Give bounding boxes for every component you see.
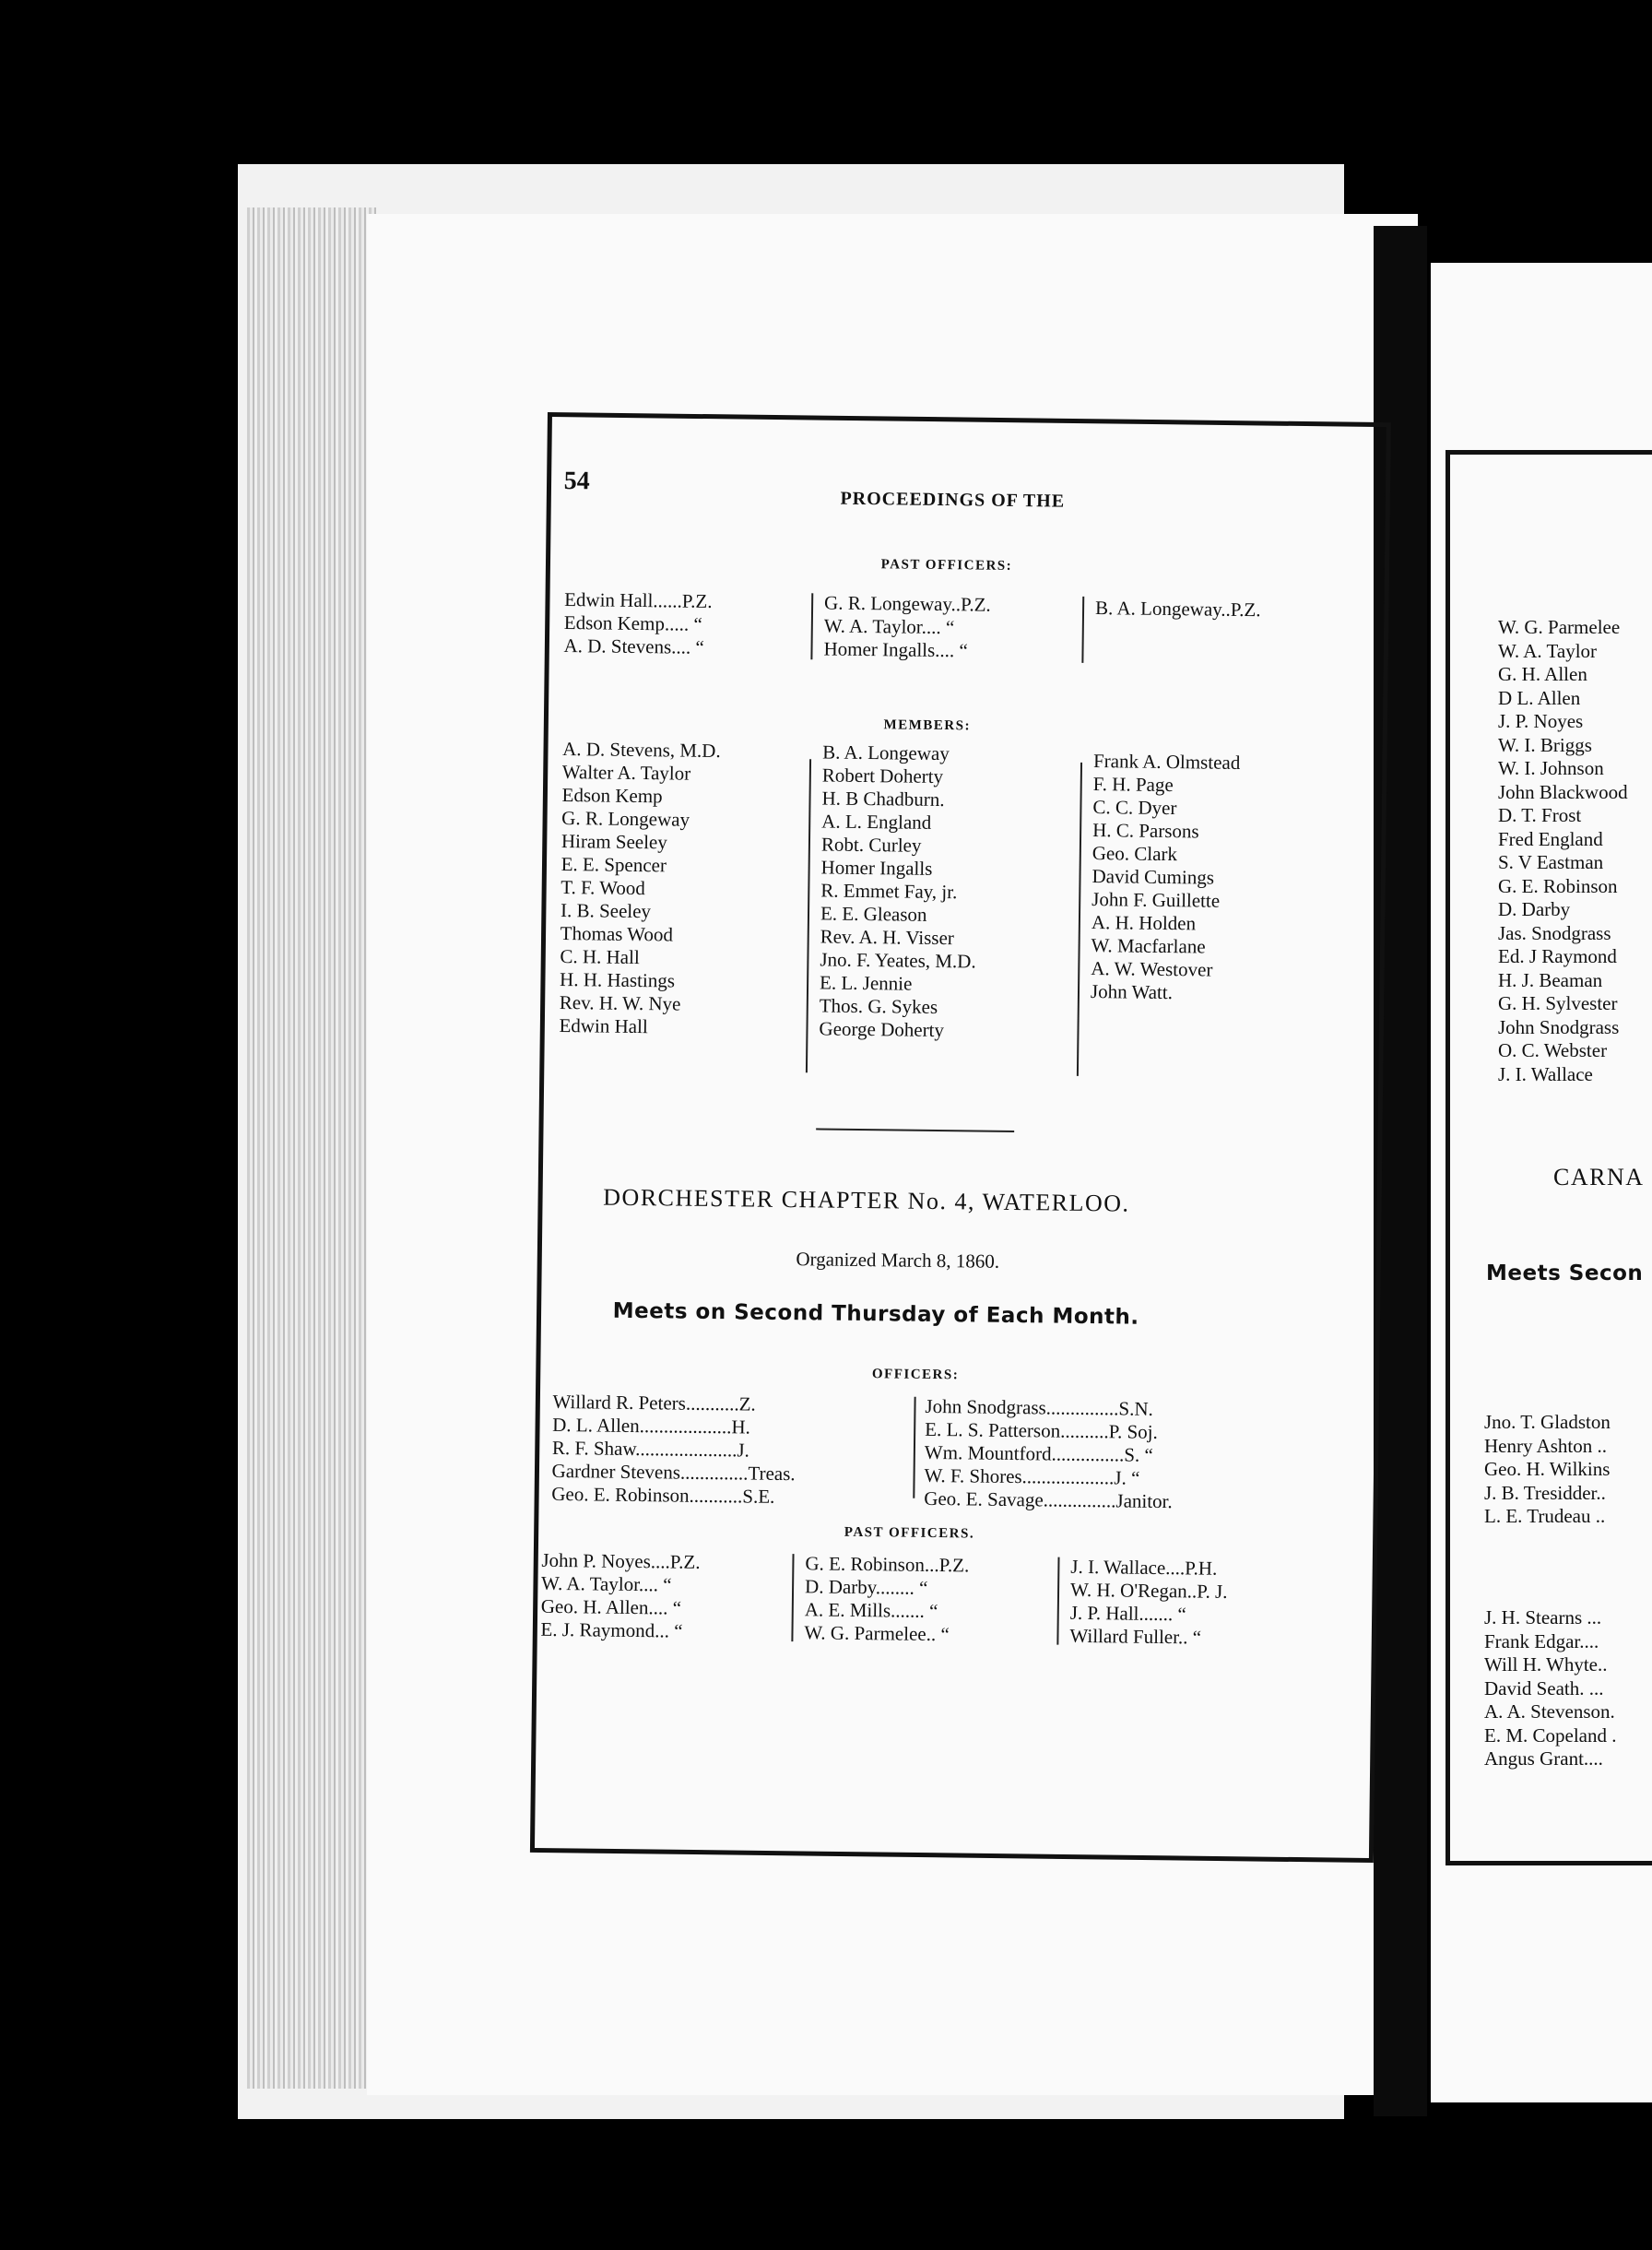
next-page-entry: Fred England [1498,827,1603,850]
member: I. B. Seeley [560,898,652,923]
officer: Gardner Stevens..............Treas. [551,1459,796,1486]
member: H. C. Parsons [1092,819,1199,843]
member: Robt. Curley [820,833,922,857]
page-content [540,461,1302,1853]
member: David Cumings [1092,865,1215,889]
member: Homer Ingalls [820,856,933,880]
next-page-entry: Geo. H. Wilkins [1484,1458,1611,1480]
past-officers-col3 [1095,597,1261,622]
page-edges [247,207,376,2089]
member: Frank A. Olmstead [1092,750,1241,774]
past-officer: Willard Fuller.. “ [1069,1624,1202,1649]
member: E. L. Jennie [819,971,913,995]
officer: Willard R. Peters...........Z. [552,1390,756,1415]
next-page-entry: A. A. Stevenson. [1484,1700,1615,1723]
member: John Watt. [1090,980,1174,1004]
officer: Geo. E. Robinson...........S.E. [551,1482,775,1508]
member: Jno. F. Yeates, M.D. [820,948,976,973]
column-divider [1081,597,1084,663]
next-page-entry: David Seath. ... [1484,1676,1604,1699]
next-page-entry: J. H. Stearns ... [1484,1606,1602,1628]
next-page-entry: John Blackwood [1498,780,1628,803]
member: A. W. Westover [1091,957,1213,981]
next-page-entry: Ed. J Raymond [1498,945,1617,967]
past-officer: John P. Noyes....P.Z. [541,1548,701,1573]
past-officers2-col3 [1069,1556,1228,1650]
past-officer: G. E. Robinson...P.Z. [805,1552,970,1577]
next-page-heading: CARNA [1553,1164,1645,1190]
member: B. A. Longeway [822,740,950,765]
next-page-entry: D. Darby [1498,898,1571,920]
member: Edson Kemp [561,783,663,808]
past-officer: B. A. Longeway..P.Z. [1094,597,1261,622]
chapter-title: DORCHESTER CHAPTER No. 4, WATERLOO. [603,1183,1130,1217]
next-page-entry: Henry Ashton .. [1484,1434,1607,1457]
column-divider [806,759,811,1072]
page-number: 54 [563,466,590,496]
next-page-entry: J. B. Tresidder.. [1484,1481,1606,1504]
running-head: PROCEEDINGS OF THE [840,488,1066,512]
officer: W. F. Shores...................J. “ [924,1463,1140,1489]
past-officer: W. G. Parmelee.. “ [804,1621,950,1646]
next-page-entry: D. T. Frost [1498,804,1582,826]
member: H. B Chadburn. [821,787,945,811]
members-col2 [819,740,978,1042]
member: E. E. Spencer [560,852,667,877]
past-officer: W. A. Taylor.... “ [540,1571,672,1596]
next-page-entry: E. M. Copeland . [1484,1723,1617,1747]
member: Walter A. Taylor [561,761,691,785]
member: Thomas Wood [560,921,674,946]
past-officer: A. D. Stevens.... “ [563,634,704,658]
next-page-entry: Frank Edgar.... [1484,1629,1599,1652]
past-officer: D. Darby........ “ [804,1575,928,1599]
next-page-entry: W. I. Briggs [1498,733,1592,756]
column-divider [1056,1557,1059,1645]
officer: R. F. Shaw.....................J. [551,1436,750,1462]
member: A. H. Holden [1091,911,1197,935]
member: A. L. England [821,810,932,834]
member: A. D. Stevens, M.D. [562,738,721,763]
past-officer: W. H. O'Regan..P. J. [1069,1578,1228,1603]
next-page-entry: J. I. Wallace [1498,1062,1593,1085]
member: George Doherty [819,1017,945,1042]
next-page-entry: Will H. Whyte.. [1484,1653,1608,1676]
past-officer: G. R. Longeway..P.Z. [823,591,991,616]
member: Thos. G. Sykes [819,994,938,1018]
column-divider [1077,763,1082,1076]
member: Rev. A. H. Visser [820,925,955,950]
next-page-entry: W. A. Taylor [1498,639,1598,662]
past-officer: A. E. Mills....... “ [804,1598,938,1623]
officer: D. L. Allen...................H. [552,1413,751,1439]
past-officer: Geo. H. Allen.... “ [540,1594,682,1619]
member: Rev. H. W. Nye [559,990,681,1015]
next-page-entry: H. J. Beaman [1498,968,1603,991]
next-page-entry: L. E. Trudeau .. [1484,1505,1606,1527]
member: G. R. Longeway [561,806,690,831]
officers-col1 [551,1391,796,1509]
member: C. C. Dyer [1092,796,1177,820]
past-officer: Edwin Hall......P.Z. [564,588,713,612]
members-heading: MEMBERS: [883,717,972,734]
organized-date: Organized March 8, 1860. [796,1248,1000,1273]
next-page-entry: John Snodgrass [1498,1015,1620,1038]
next-page-entry: G. E. Robinson [1498,874,1618,897]
column-divider [810,593,813,659]
next-page-entry: J. P. Noyes [1498,710,1584,732]
column-divider [791,1554,794,1641]
past-officers-col2 [823,591,991,662]
next-page-members [1484,1606,1616,1771]
next-page-list [1498,616,1628,1086]
section-divider [816,1128,1014,1132]
meeting-schedule: Meets on Second Thursday of Each Month. [612,1298,1139,1330]
member: R. Emmet Fay, jr. [820,879,958,904]
officer: John Snodgrass...............S.N. [925,1394,1153,1420]
past-officer: E. J. Raymond... “ [540,1617,683,1642]
member: Hiram Seeley [560,829,667,854]
next-page-officers [1484,1411,1611,1529]
member: Robert Doherty [821,764,944,788]
member: F. H. Page [1092,773,1174,797]
next-page-entry: Angus Grant.... [1484,1747,1603,1770]
officer: Geo. E. Savage...............Janitor. [924,1486,1173,1513]
next-page-entry: Jas. Snodgrass [1498,921,1611,944]
past-officers2-col2 [804,1552,969,1646]
next-page-entry: W. G. Parmelee [1498,616,1621,638]
member: E. E. Gleason [820,902,927,926]
past-officer: J. I. Wallace....P.H. [1070,1555,1218,1580]
next-page-entry: Jno. T. Gladston [1484,1411,1611,1433]
column-divider [913,1397,915,1498]
past-officer: J. P. Hall....... “ [1069,1601,1186,1626]
members-col1 [559,738,720,1039]
next-page-entry: O. C. Webster [1498,1039,1608,1061]
past-officer: Edson Kemp..... “ [563,611,702,635]
past-officers2-heading: PAST OFFICERS. [844,1524,975,1542]
member: C. H. Hall [560,944,640,969]
past-officers-col1 [563,588,712,659]
officers-col2 [924,1395,1174,1513]
member: W. Macfarlane [1091,934,1206,958]
next-page-meets: Meets Secon [1486,1261,1644,1285]
member: Geo. Clark [1092,842,1178,866]
past-officer: W. A. Taylor.... “ [823,614,955,639]
member: T. F. Wood [560,875,646,900]
officer: Wm. Mountford...............S. “ [924,1440,1153,1466]
next-page-entry: S. V Eastman [1498,851,1604,873]
next-page-entry: W. I. Johnson [1498,757,1604,779]
officers-heading: OFFICERS: [871,1367,960,1383]
member: Edwin Hall [559,1013,648,1038]
past-officer: Homer Ingalls.... “ [823,637,968,662]
next-page-entry: G. H. Sylvester [1498,992,1618,1014]
past-officers2-col1 [540,1549,700,1643]
next-page-entry: G. H. Allen [1498,663,1587,685]
member: H. H. Hastings [559,967,676,992]
member: John F. Guillette [1092,888,1221,912]
past-officers-heading: PAST OFFICERS: [880,557,1013,574]
members-col3 [1091,750,1241,1005]
officer: E. L. S. Patterson..........P. Soj. [925,1417,1158,1443]
next-page-entry: D L. Allen [1498,686,1581,709]
